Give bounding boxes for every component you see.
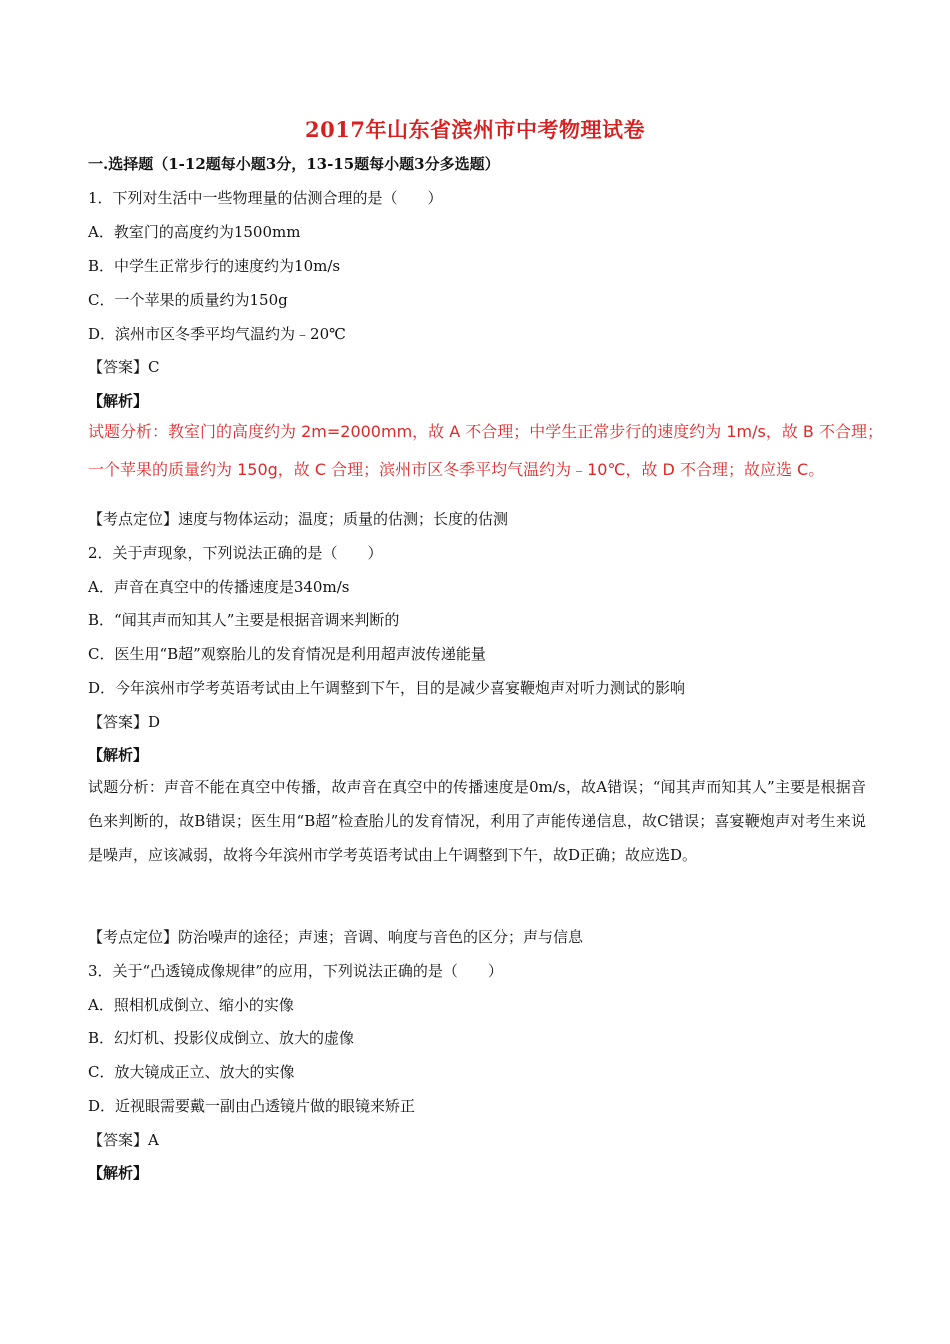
q2-stem: 2．关于声现象，下列说法正确的是（ ） [88,544,383,562]
q2-analysis: 试题分析：声音不能在真空中传播，故声音在真空中的传播速度是0m/s，故A错误；“闻其声而知其人”主要是根据音色来判断的，故B错误；医生用“B超”检查胎儿的发育情况，利用了声能传递信息，故C错误；喜宴鞭炮声对考生来说是噪声，应该减弱，故将今年滨州市学考英语考试由上午调整到下午，故D正确；故应选D。 [88,778,866,864]
q1-answer: 【答案】C [88,358,160,376]
q2-option-a: A．声音在真空中的传播速度是340m/s [88,578,350,596]
q1-option-b: B．中学生正常步行的速度约为10m/s [88,257,341,275]
q1-analysis-line1: 试题分析：教室门的高度约为 2m=2000mm，故 A 不合理；中学生正常步行的速度约为 1m/s，故 B 不合理； [88,422,883,441]
q2-option-b: B．“闻其声而知其人”主要是根据音调来判断的 [88,611,400,629]
q3-analysis-label: 【解析】 [88,1164,149,1182]
q3-option-a: A．照相机成倒立、缩小的实像 [88,996,294,1014]
q3-option-d: D．近视眼需要戴一副由凸透镜片做的眼镜来矫正 [88,1097,416,1115]
page-title: 2017年山东省滨州市中考物理试卷 [305,117,645,142]
q1-option-c: C．一个苹果的质量约为150g [88,291,288,309]
q2-option-d: D．今年滨州市学考英语考试由上午调整到下午，目的是减少喜宴鞭炮声对听力测试的影响 [88,679,686,697]
q2-answer: 【答案】D [88,713,161,731]
q2-analysis-label: 【解析】 [88,746,149,764]
section-heading: 一.选择题（1-12题每小题3分，13-15题每小题3分多选题） [88,155,500,173]
q3-option-c: C．放大镜成正立、放大的实像 [88,1063,295,1081]
q3-answer: 【答案】A [88,1131,159,1149]
q1-analysis-line2: 一个苹果的质量约为 150g，故 C 合理；滨州市区冬季平均气温约为﹣10℃，故 D 不合理；故应选 C。 [88,460,825,479]
q1-kaodian: 【考点定位】速度与物体运动；温度；质量的估测；长度的估测 [88,510,509,528]
q3-option-b: B．幻灯机、投影仪成倒立、放大的虚像 [88,1029,355,1047]
q1-stem: 1．下列对生活中一些物理量的估测合理的是（ ） [88,189,443,207]
q1-option-d: D．滨州市区冬季平均气温约为﹣20℃ [88,325,346,343]
q1-option-a: A．教室门的高度约为1500mm [88,223,301,241]
q3-stem: 3．关于“凸透镜成像规律”的应用，下列说法正确的是（ ） [88,962,503,980]
q2-option-c: C．医生用“B超”观察胎儿的发育情况是利用超声波传递能量 [88,645,486,663]
q1-analysis-label: 【解析】 [88,392,149,410]
q2-kaodian: 【考点定位】防治噪声的途径；声速；音调、响度与音色的区分；声与信息 [88,928,584,946]
